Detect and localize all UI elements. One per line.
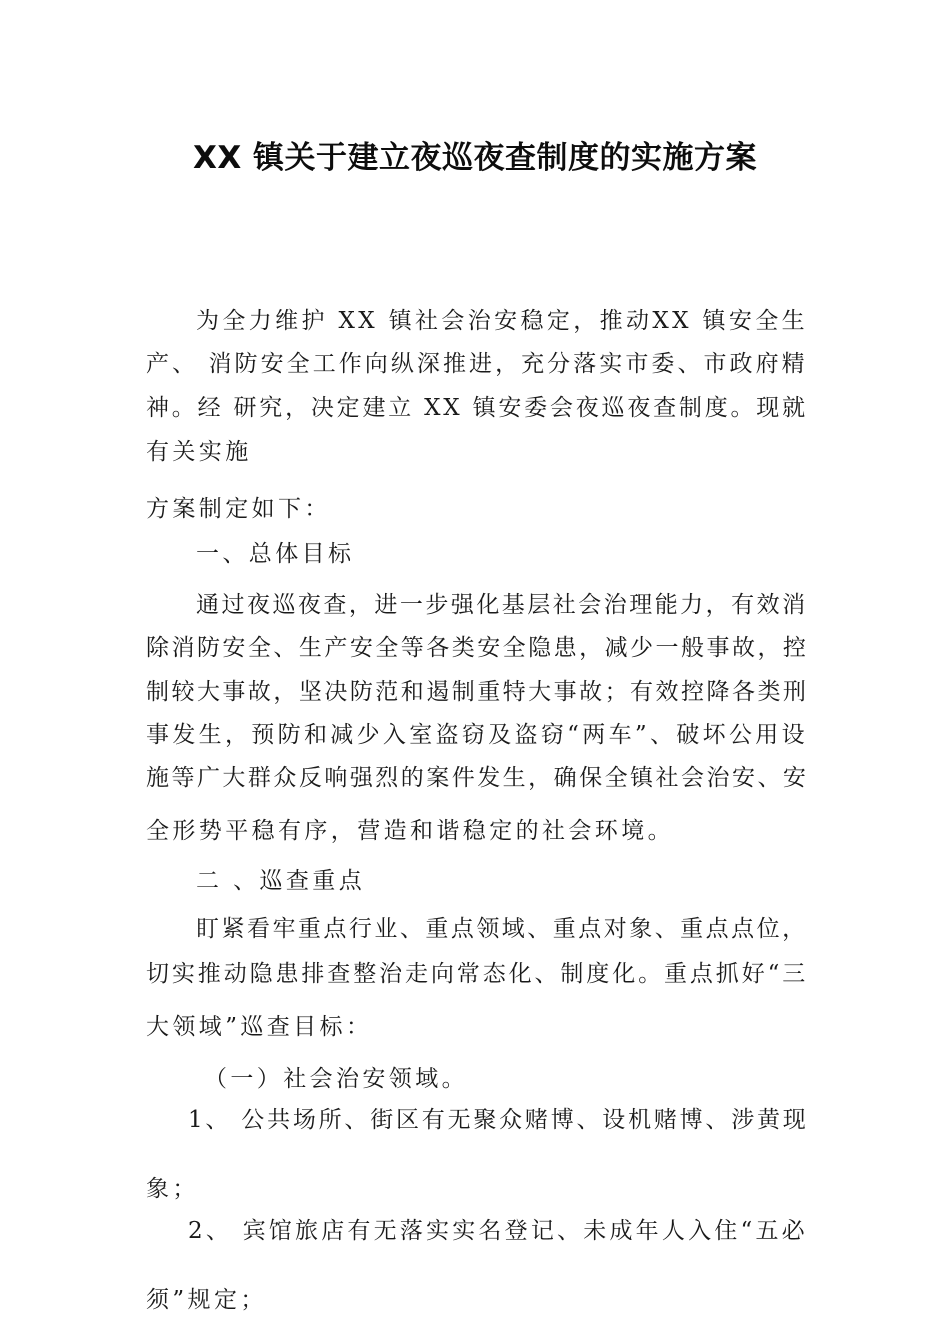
paragraph-line: 事发生，预防和减少入室盗窃及盗窃“两车”、破坏公用设: [146, 722, 808, 748]
sub-heading: （一）社会治安领域。: [204, 1066, 468, 1092]
list-item: 2、 宾馆旅店有无落实实名登记、未成年人入住“五必: [188, 1218, 808, 1244]
paragraph-line: 制较大事故，坚决防范和遏制重特大事故；有效控降各类刑: [146, 679, 809, 705]
paragraph-line: 大领域”巡查目标：: [146, 1014, 373, 1040]
list-item: 1、 公共场所、街区有无聚众赌博、设机赌博、涉黄现: [188, 1107, 809, 1133]
section-heading: 二 、巡查重点: [196, 868, 366, 894]
paragraph-line: 全形势平稳有序，营造和谐稳定的社会环境。: [146, 818, 674, 844]
list-item-continuation: 象；: [146, 1176, 199, 1202]
paragraph-line: 产、 消防安全工作向纵深推进，充分落实市委、市政府精: [146, 351, 808, 377]
section-heading: 一、总体目标: [196, 541, 355, 567]
paragraph-line: 通过夜巡夜查，进一步强化基层社会治理能力，有效消: [196, 592, 808, 618]
paragraph-line: 为全力维护 XX 镇社会治安稳定，推动XX 镇安全生: [196, 308, 809, 334]
paragraph-line: 方案制定如下：: [146, 496, 331, 522]
paragraph-line: 施等广大群众反响强烈的案件发生，确保全镇社会治安、安: [146, 765, 809, 791]
paragraph-line: 切实推动隐患排查整治走向常态化、制度化。重点抓好“三: [146, 961, 809, 987]
document-title: XX 镇关于建立夜巡夜查制度的实施方案: [192, 140, 758, 176]
paragraph-line: 有关实施: [146, 439, 252, 465]
paragraph-line: 除消防安全、生产安全等各类安全隐患，减少一般事故，控: [146, 635, 809, 661]
list-item-continuation: 须”规定；: [146, 1287, 267, 1313]
paragraph-line: 神。经 研究，决定建立 XX 镇安委会夜巡夜查制度。现就: [146, 395, 808, 421]
paragraph-line: 盯紧看牢重点行业、重点领域、重点对象、重点点位，: [196, 916, 808, 942]
